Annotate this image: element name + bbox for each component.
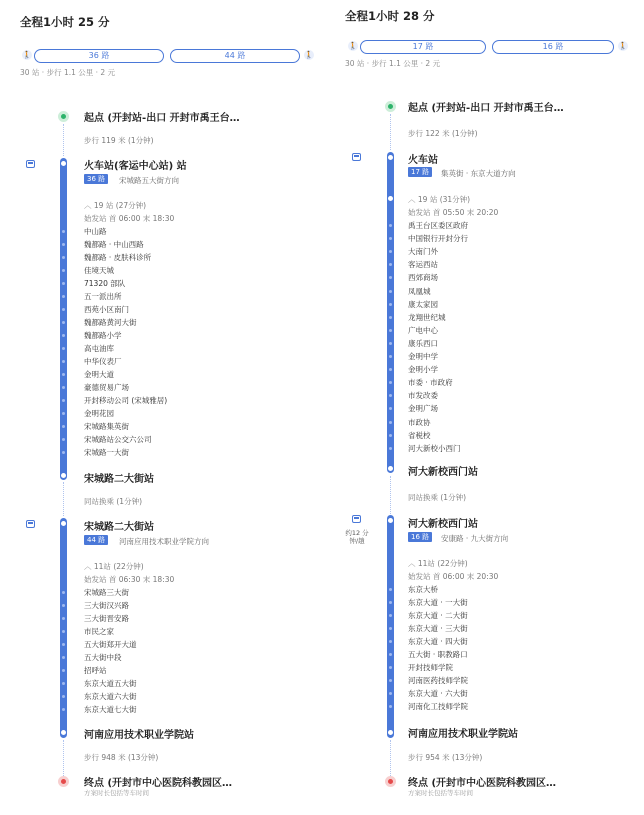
stop-name: 招呼站 [84,666,107,675]
walk-icon: 🚶 [304,51,314,59]
stop-name: 市发改委 [408,391,438,401]
stop-name: 宋城路站公交六公司 [84,435,152,444]
stop-name: 金明广场 [408,404,438,414]
stop-dot [389,303,392,306]
walk-icon: 🚶 [348,42,358,50]
stop-dot [62,425,65,428]
alight-station-1: 宋城路二大街站 [84,474,154,485]
line-direction-2: 河南应用技术职业学院方向 [119,537,209,546]
end-point[interactable]: 终点 (开封市中心医院科教园区… [408,778,557,789]
stop-dot [62,695,65,698]
stop-name: 东京大道 · 二大街 [408,611,468,620]
board-station-2: 河大新校西门站 [408,519,478,530]
line-tag-2[interactable]: 16 路 [408,532,432,542]
stop-dot [62,656,65,659]
stop-name: 中华仪表厂 [84,357,122,366]
stop-dot [389,329,392,332]
total-duration: 全程1小时 28 分 [345,9,435,23]
board-node [60,520,67,527]
stop-dot [62,386,65,389]
stop-name: 豪德贸易广场 [84,383,129,392]
walk-segment-2: 步行 948 米 (13分钟) [84,753,159,762]
stop-dot [62,360,65,363]
stop-name: 市委 · 市政府 [408,378,453,388]
stop-name: 广电中心 [408,325,438,335]
total-duration: 全程1小时 25 分 [20,15,110,29]
stop-name: 康太家园 [408,299,438,309]
start-marker-icon [385,101,396,112]
stop-name: 西苑小区南门 [84,305,129,314]
walk-segment-1: 步行 119 米 (1分钟) [84,136,154,145]
walk-path [63,740,64,776]
wait-frequency-line1: 约12 分 [345,529,369,537]
alight-station-2: 河南应用技术职业学院站 [408,729,518,740]
stop-dot [62,669,65,672]
stops-toggle-1[interactable] [84,200,146,211]
stop-dot [62,617,65,620]
route-pill-1: 36 路 [34,49,164,63]
stop-name: 凤凰城 [408,286,431,296]
line-tag-1[interactable]: 17 路 [408,167,432,177]
stop-dot [389,705,392,708]
stop-dot [62,451,65,454]
stop-name: 五一派出所 [84,292,122,301]
board-node [60,160,67,167]
stop-name: 禹王台区委区政府 [408,221,468,230]
walk-segment-2: 步行 954 米 (13分钟) [408,753,483,762]
stop-name: 市民之家 [84,627,114,636]
stop-name: 三大街汉兴路 [84,601,129,610]
board-node [387,154,394,161]
stop-dot [62,438,65,441]
stop-dot [389,316,392,319]
stop-dot [62,334,65,337]
stop-dot [389,601,392,604]
stop-name: 金明中学 [408,352,438,361]
stop-name: 五大街中段 [84,653,122,662]
chevron-up-icon: ︿ [84,201,92,210]
chevron-up-icon: ︿ [408,559,416,568]
stop-dot [62,308,65,311]
stops-summary: 19 站 (31分钟) [417,195,471,204]
stop-dot [62,643,65,646]
stop-name: 东京大道 · 六大街 [408,689,468,698]
stop-name: 魏都路黄河大街 [84,318,137,327]
walk-segment-1: 步行 122 米 (1分钟) [408,129,478,138]
stop-name: 东京大道 · 一大街 [408,598,468,607]
stop-name: 魏都路 · 中山西路 [84,240,144,249]
chevron-up-icon: ︿ [408,195,416,204]
bus-line-bar-2 [60,518,67,738]
schedule: 始发站 首 06:00 末 20:30 [408,572,499,581]
stop-dot [389,588,392,591]
stop-name: 省税校 [408,430,431,440]
stop-name: 河大新校小西门 [408,443,461,453]
stops-toggle-2[interactable] [84,561,144,572]
stop-dot [62,682,65,685]
stop-name: 宋城路三大街 [84,588,129,597]
stop-dot [389,224,392,227]
stop-dot [62,708,65,711]
stops-toggle-2[interactable] [408,558,468,569]
stop-dot [62,399,65,402]
chevron-up-icon: ︿ [84,562,92,571]
stop-dot [62,230,65,233]
walk-path [63,124,64,156]
line-tag-2[interactable]: 44 路 [84,535,108,545]
stop-name: 大南门外 [408,247,438,257]
wait-frequency [340,529,374,545]
stop-dot [389,627,392,630]
stop-name: 龙翔世纪城 [408,312,446,322]
route-pill-2: 16 路 [492,40,614,54]
stop-dot [389,421,392,424]
stops-toggle-1[interactable] [408,194,470,205]
line-direction-1: 集英街 · 东京大道方向 [441,169,516,178]
stops-summary: 19 站 (27分钟) [93,201,147,210]
stop-name: 中山路 [84,227,107,236]
stop-dot [62,591,65,594]
schedule: 始发站 首 06:00 末 18:30 [84,214,175,223]
start-point[interactable]: 起点 (开封站-出口 开封市禹王台… [408,103,564,114]
bus-icon [26,160,35,168]
stop-name: 宋城路集英街 [84,422,129,431]
walk-path [390,740,391,776]
bus-line-bar-1 [60,158,67,480]
stop-dot [62,347,65,350]
end-marker-icon [58,776,69,787]
stop-dot [62,295,65,298]
stop-dot [62,256,65,259]
end-marker-icon [385,776,396,787]
stop-name: 河南化工技师学院 [408,702,468,711]
stop-dot [389,666,392,669]
walk-icon: 🚶 [618,42,628,50]
stop-dot [389,640,392,643]
stop-dot [389,447,392,450]
stop-name: 客运西站 [408,260,438,270]
alight-station-2: 河南应用技术职业学院站 [84,730,194,741]
stop-name: 宋城路一大街 [84,448,129,457]
stop-dot [62,243,65,246]
stop-name: 三大街晋安路 [84,614,129,623]
expand-node [387,195,394,202]
walk-path [390,114,391,150]
stop-dot [62,412,65,415]
line-tag-1[interactable]: 36 路 [84,174,108,184]
stop-name: 金明小学 [408,365,438,375]
route-pill-2: 44 路 [170,49,300,63]
line-direction-1: 宋城路五大街方向 [119,176,179,185]
stop-dot [62,269,65,272]
stop-name: 五大街 · 职教路口 [408,650,468,659]
stop-dot [389,342,392,345]
transfer-info: 同站换乘 (1分钟) [84,497,143,506]
stop-name: 西郊商场 [408,273,438,283]
route-summary: 30 站 · 步行 1.1 公里 · 2 元 [20,68,116,77]
stop-dot [389,290,392,293]
stop-dot [62,604,65,607]
end-point[interactable]: 终点 (开封市中心医院科教园区… [84,778,233,789]
stop-name: 金明花园 [84,409,114,418]
stop-name: 魏都路小学 [84,331,122,340]
schedule: 始发站 首 06:30 末 18:30 [84,575,175,584]
schedule: 始发站 首 05:50 末 20:20 [408,208,499,217]
stop-name: 东京大桥 [408,585,438,594]
stop-name: 东京大道 · 四大街 [408,637,468,646]
stop-dot [62,321,65,324]
bus-icon [352,515,361,523]
stop-name: 中国银行开封分行 [408,234,468,244]
alight-node [60,729,67,736]
board-station-1: 火车站(客运中心站) 站 [84,161,187,172]
transfer-info: 同站换乘 (1分钟) [408,493,467,502]
board-node [387,517,394,524]
stop-dot [62,630,65,633]
stop-dot [62,282,65,285]
start-point[interactable]: 起点 (开封站-出口 开封市禹王台… [84,113,240,124]
stop-name: 金明大道 [84,370,114,379]
stop-dot [389,653,392,656]
walk-icon: 🚶 [22,51,32,59]
stop-dot [389,679,392,682]
stop-name: 河南医药技师学院 [408,676,468,685]
route-pill-1: 17 路 [360,40,486,54]
stop-name: 康乐西口 [408,338,438,348]
alight-node [60,472,67,479]
stop-name: 东京大道六大街 [84,692,137,701]
stop-name: 东京大道七大街 [84,705,137,714]
stop-name: 东京大道 · 三大街 [408,624,468,633]
transfer-path [63,482,64,516]
stop-name: 开封技师学院 [408,663,453,672]
bus-icon [352,153,361,161]
start-marker-icon [58,111,69,122]
stop-name: 佳境天城 [84,266,114,275]
alight-station-1: 河大新校西门站 [408,467,478,478]
route-plan-right[interactable] [330,0,644,815]
wait-frequency-line2: 钟/趟 [349,537,365,545]
board-station-2: 宋城路二大街站 [84,522,154,533]
stop-dot [389,434,392,437]
stop-name: 71320 部队 [84,279,126,288]
stop-name: 魏都路 · 皮肤科诊所 [84,253,152,262]
board-station-1: 火车站 [408,155,438,166]
duration-note: 方案时长包括等车时间 [84,789,149,797]
stop-name: 开封移动公司 (宋城雅居) [84,396,168,405]
stop-name: 市政协 [408,417,431,427]
line-direction-2: 安康路 · 九大街方向 [441,534,509,543]
bus-icon [26,520,35,528]
stop-dot [389,355,392,358]
stop-dot [389,614,392,617]
stops-summary: 11站 (22分钟) [93,562,144,571]
route-summary: 30 站 · 步行 1.1 公里 · 2 元 [345,59,441,68]
stop-name: 高屯油库 [84,344,114,353]
transfer-path [390,476,391,514]
stop-dot [389,692,392,695]
stops-summary: 11站 (22分钟) [417,559,468,568]
alight-node [387,465,394,472]
alight-node [387,729,394,736]
stop-dot [62,373,65,376]
stop-name: 东京大道五大街 [84,679,137,688]
duration-note: 方案时长包括等车时间 [408,789,473,797]
stop-name: 五大街郑开大道 [84,640,137,649]
